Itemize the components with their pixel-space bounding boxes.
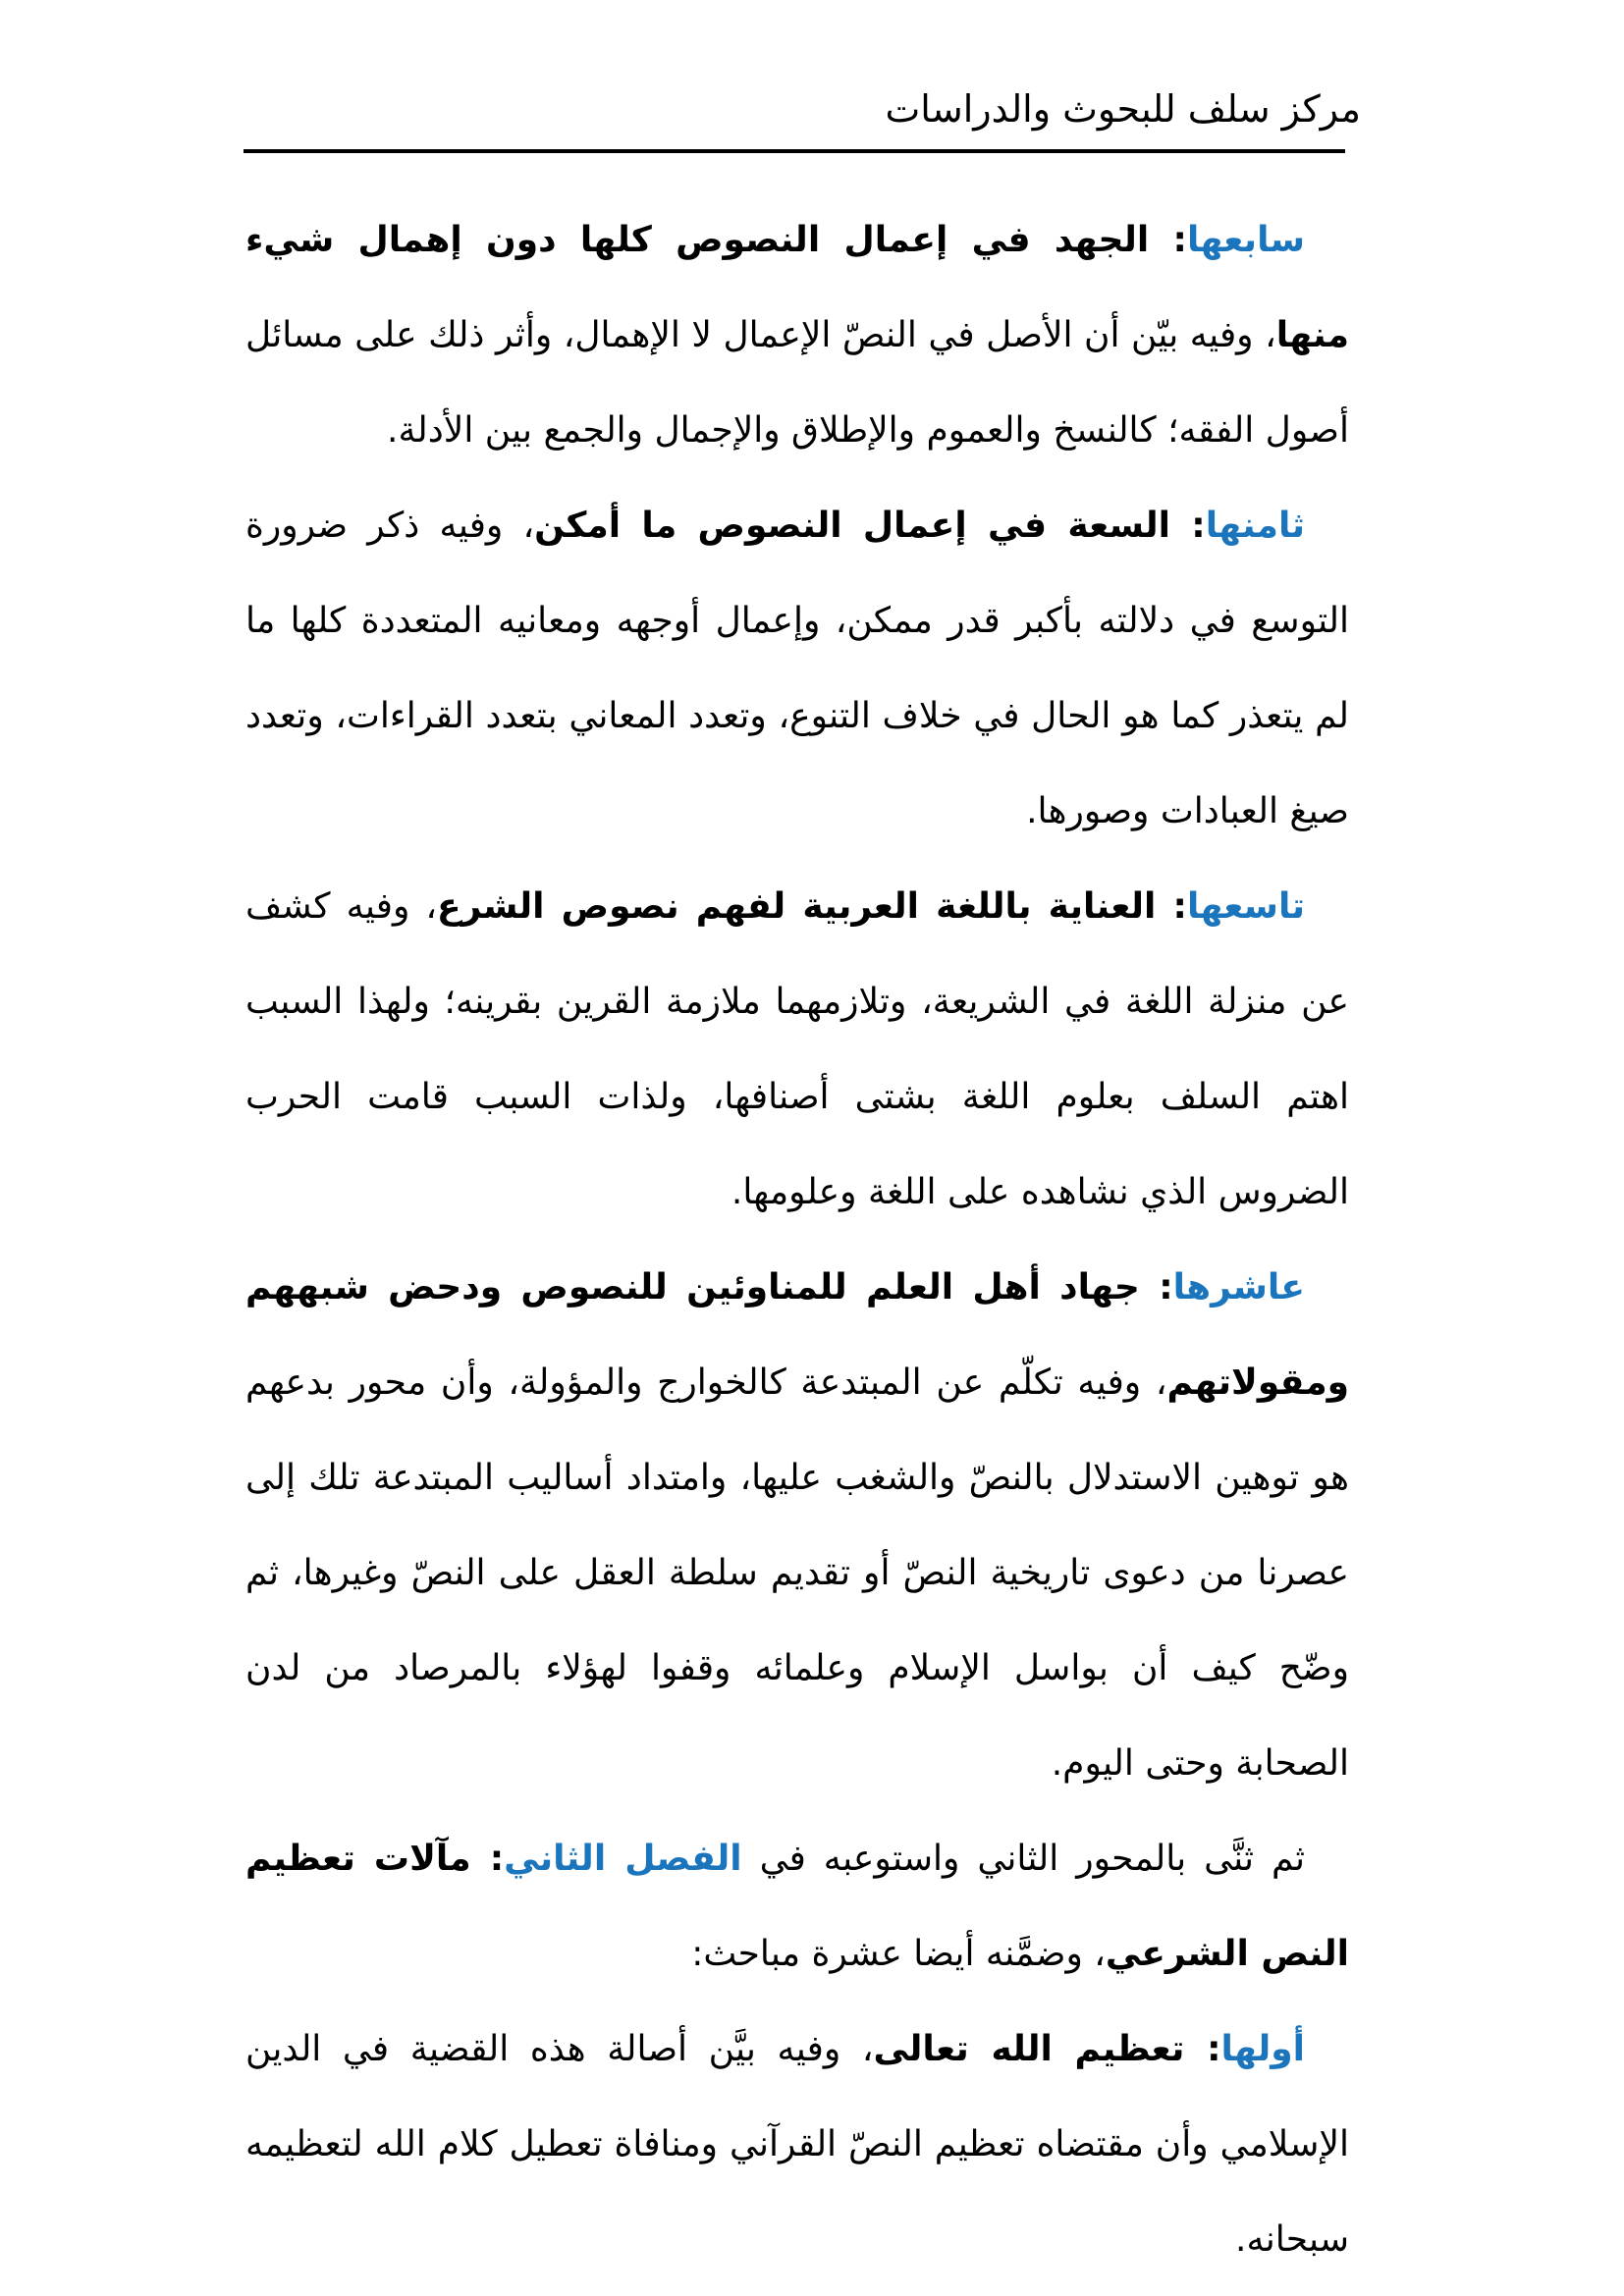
section-label: تاسعها (1186, 885, 1305, 927)
paragraph-first-topic (245, 2002, 1349, 2287)
section-label: سابعها (1186, 219, 1305, 260)
page-header (0, 86, 1624, 153)
label-colon: : (1169, 505, 1206, 546)
label-colon: : (1156, 885, 1187, 927)
section-label: أولها (1220, 2028, 1305, 2069)
section-heading: جهاد أهل العلم للمناوئين للنصوص ودحض شبههم ومقولاتهم (245, 1266, 1349, 1403)
paragraph-text: ، وفيه تكلّم عن المبتدعة كالخوارج والمؤولة، وأن محور بدعهم هو توهين الاستدلال بالنصّ والشغب عليها، وامتداد أساليب المبتدعة تلك إلى عصرنا من دعوى تاريخية النصّ أو تقديم سلطة العقل على النصّ وغيرها، ثم وضّح كيف أن بواسل الإسلام وعلمائه وقفوا لهؤلاء بالمرصاد من لدن الصحابة وحتى اليوم. (245, 1362, 1349, 1784)
label-colon: : (1139, 1266, 1173, 1308)
section-label: ثامنها (1205, 505, 1305, 546)
header-rule (244, 149, 1345, 153)
section-heading: تعظيم الله تعالى (873, 2028, 1185, 2069)
section-label: عاشرها (1172, 1266, 1306, 1308)
chapter-heading: مآلات تعظيم النص الشرعي (245, 1838, 1349, 1974)
label-colon: : (1149, 219, 1187, 260)
paragraph-chapter-two-intro (245, 1811, 1349, 2002)
section-heading: الجهد في إعمال النصوص كلها دون إهمال شيء منها (245, 219, 1349, 355)
paragraph-text: ، وفيه ذكر ضرورة التوسع في دلالته بأكبر قدر ممكن، وإعمال أوجهه ومعانيه المتعددة كلها ما لم يتعذر كما هو الحال في خلاف التنوع، وتعدد المعاني بتعدد القراءات، وتعدد صيغ العبادات وصورها. (245, 505, 1349, 831)
label-colon: : (470, 1838, 505, 1879)
paragraph-tenth (245, 1240, 1349, 1811)
label-colon: : (1184, 2028, 1221, 2069)
paragraph-ninth (245, 859, 1349, 1240)
chapter-label: الفصل الثاني (504, 1838, 742, 1879)
paragraph-lead-text: ثم ثنَّى بالمحور الثاني واستوعبه في (741, 1838, 1306, 1879)
paragraph-text: ، وفيه بيَّن أصالة هذه القضية في الدين الإسلامي وأن مقتضاه تعظيم النصّ القرآني ومنافاة تعطيل كلام الله لتعظيمه سبحانه. (245, 2028, 1349, 2260)
paragraph-eighth (245, 478, 1349, 859)
paragraph-text: ، وفيه كشف عن منزلة اللغة في الشريعة، وتلازمهما ملازمة القرين بقرينه؛ ولهذا السبب اهتم السلف بعلوم اللغة بشتى أصنافها، ولذات السبب قامت الحرب الضروس الذي نشاهده على اللغة وعلومها. (245, 885, 1349, 1212)
paragraph-text: ، وضمَّنه أيضا عشرة مباحث: (691, 1933, 1106, 1974)
section-heading: السعة في إعمال النصوص ما أمكن (534, 505, 1170, 546)
paragraph-seventh (245, 192, 1349, 478)
paragraph-text: ، وفيه بيّن أن الأصل في النصّ الإعمال لا الإهمال، وأثر ذلك على مسائل أصول الفقه؛ كالنسخ والعموم والإطلاق والإجمال والجمع بين الأدلة. (245, 314, 1349, 451)
document-body (245, 192, 1349, 2287)
section-heading: العناية باللغة العربية لفهم نصوص الشرع (437, 885, 1157, 927)
header-title: مركز سلف للبحوث والدراسات (885, 87, 1361, 131)
